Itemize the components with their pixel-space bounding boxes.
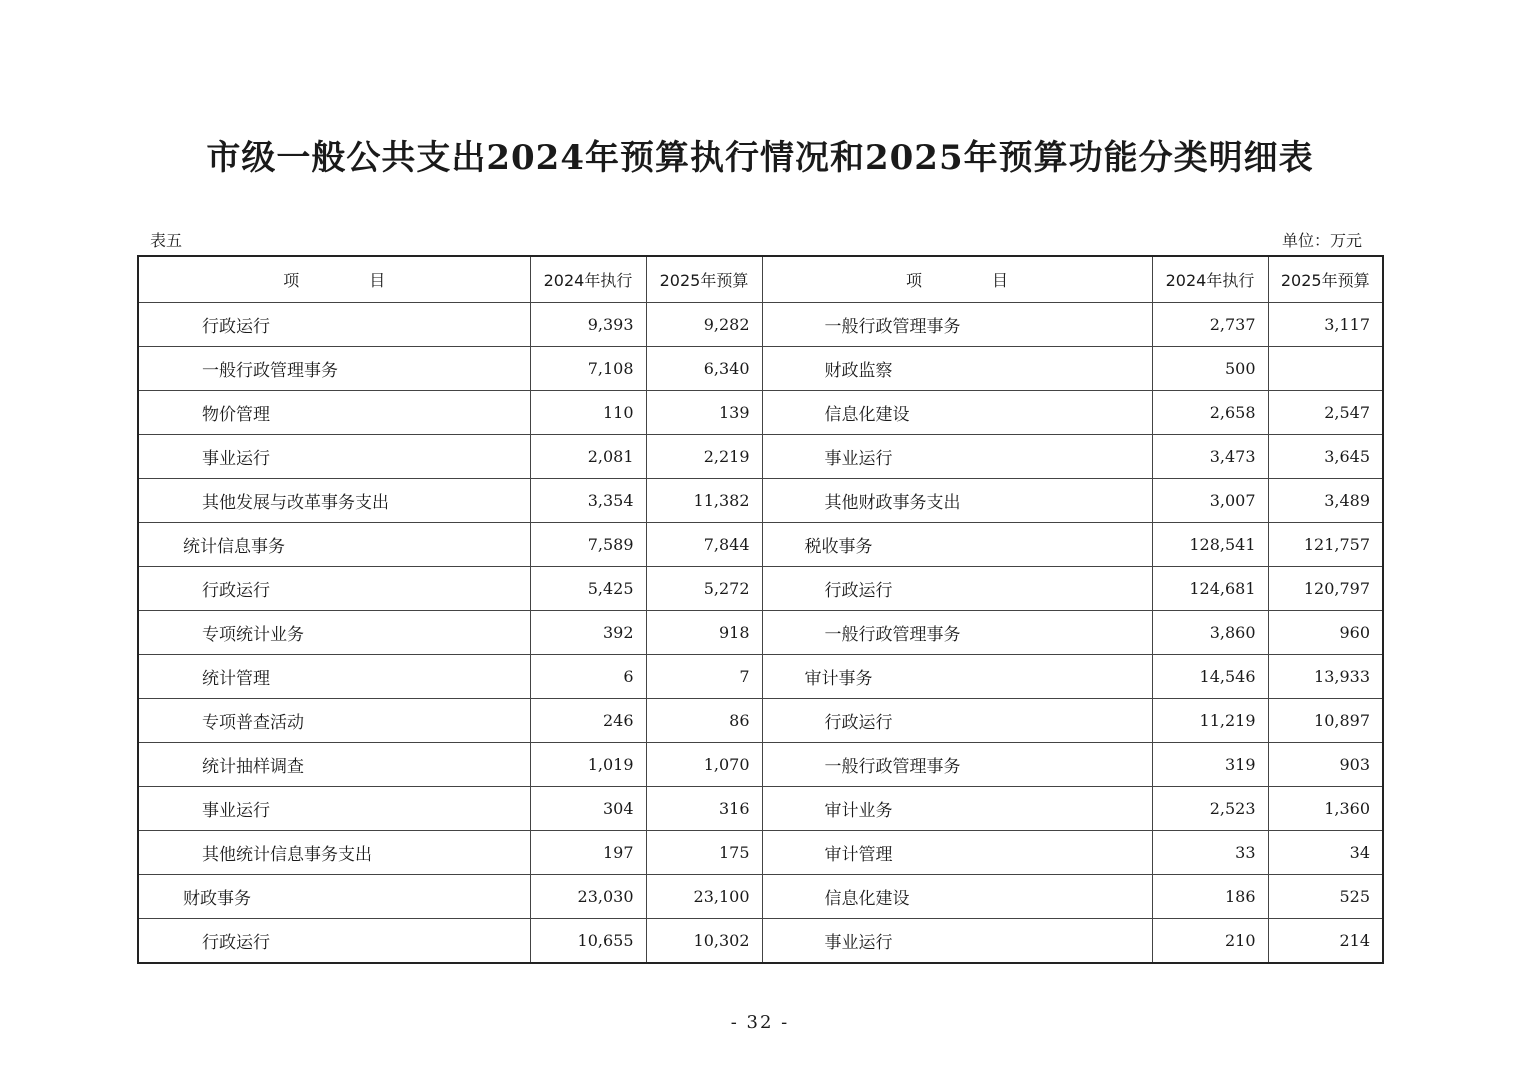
left-value-2024: 3,354 [530,479,646,523]
table-row [138,743,1383,787]
right-item-name: 一般行政管理事务 [762,743,1152,787]
left-item-name: 事业运行 [138,435,530,479]
left-value-2025: 918 [646,611,762,655]
left-item-name: 其他统计信息事务支出 [138,831,530,875]
table-row [138,523,1383,567]
right-value-2025: 960 [1268,611,1383,655]
right-value-2024: 3,007 [1152,479,1268,523]
left-item-name: 事业运行 [138,787,530,831]
page-title: 市级一般公共支出2024年预算执行情况和2025年预算功能分类明细表 [206,138,1314,178]
right-value-2024: 2,523 [1152,787,1268,831]
table-row [138,391,1383,435]
right-item-name: 行政运行 [762,567,1152,611]
left-item-name: 其他发展与改革事务支出 [138,479,530,523]
right-value-2024: 14,546 [1152,655,1268,699]
table-number: 表五 [150,231,183,250]
table-header-row [138,256,1383,303]
right-value-2025: 121,757 [1268,523,1383,567]
right-item-name: 其他财政事务支出 [762,479,1152,523]
right-value-2025: 3,117 [1268,303,1383,347]
right-value-2024: 128,541 [1152,523,1268,567]
left-value-2024: 7,589 [530,523,646,567]
right-value-2025: 214 [1268,919,1383,964]
table-row [138,479,1383,523]
table-row [138,347,1383,391]
table-row [138,919,1383,964]
table-row [138,435,1383,479]
right-item-name: 一般行政管理事务 [762,611,1152,655]
table-row [138,875,1383,919]
left-item-name: 统计管理 [138,655,530,699]
right-value-2025 [1268,347,1383,391]
right-item-name: 行政运行 [762,699,1152,743]
left-value-2025: 9,282 [646,303,762,347]
left-item-name: 统计抽样调查 [138,743,530,787]
left-item-name: 行政运行 [138,303,530,347]
left-item-name: 一般行政管理事务 [138,347,530,391]
header-2025-budget-left: 2025年预算 [646,256,762,303]
left-value-2024: 7,108 [530,347,646,391]
left-value-2025: 7 [646,655,762,699]
left-value-2025: 7,844 [646,523,762,567]
left-value-2024: 197 [530,831,646,875]
right-item-name: 税收事务 [762,523,1152,567]
left-value-2024: 5,425 [530,567,646,611]
right-item-name: 审计业务 [762,787,1152,831]
left-value-2025: 5,272 [646,567,762,611]
budget-table [137,255,1384,964]
header-2025-budget-right: 2025年预算 [1268,256,1383,303]
left-item-name: 财政事务 [138,875,530,919]
left-item-name: 行政运行 [138,919,530,964]
left-value-2024: 392 [530,611,646,655]
right-value-2024: 500 [1152,347,1268,391]
right-value-2024: 186 [1152,875,1268,919]
left-value-2025: 11,382 [646,479,762,523]
table-row [138,831,1383,875]
table-row [138,699,1383,743]
right-value-2024: 3,473 [1152,435,1268,479]
right-value-2024: 33 [1152,831,1268,875]
page-number: - 32 - [730,1012,790,1033]
left-value-2025: 139 [646,391,762,435]
unit-label: 单位：万元 [1281,231,1362,250]
table-row [138,567,1383,611]
left-value-2025: 175 [646,831,762,875]
right-value-2025: 10,897 [1268,699,1383,743]
left-item-name: 物价管理 [138,391,530,435]
right-value-2025: 13,933 [1268,655,1383,699]
header-2024-execution-right: 2024年执行 [1152,256,1268,303]
left-value-2024: 2,081 [530,435,646,479]
right-item-name: 审计管理 [762,831,1152,875]
left-value-2025: 2,219 [646,435,762,479]
right-value-2025: 34 [1268,831,1383,875]
right-item-name: 审计事务 [762,655,1152,699]
right-item-name: 信息化建设 [762,391,1152,435]
left-value-2025: 10,302 [646,919,762,964]
right-value-2024: 3,860 [1152,611,1268,655]
right-value-2024: 2,658 [1152,391,1268,435]
header-item-right: 项 目 [762,256,1152,303]
table-row [138,787,1383,831]
left-item-name: 行政运行 [138,567,530,611]
left-item-name: 统计信息事务 [138,523,530,567]
left-value-2024: 1,019 [530,743,646,787]
right-value-2025: 120,797 [1268,567,1383,611]
right-value-2025: 1,360 [1268,787,1383,831]
right-item-name: 财政监察 [762,347,1152,391]
right-value-2025: 3,645 [1268,435,1383,479]
left-value-2025: 23,100 [646,875,762,919]
right-value-2024: 210 [1152,919,1268,964]
right-value-2025: 525 [1268,875,1383,919]
left-value-2025: 1,070 [646,743,762,787]
right-item-name: 信息化建设 [762,875,1152,919]
left-value-2024: 304 [530,787,646,831]
left-value-2025: 316 [646,787,762,831]
right-value-2024: 2,737 [1152,303,1268,347]
left-value-2024: 10,655 [530,919,646,964]
left-value-2024: 246 [530,699,646,743]
right-item-name: 事业运行 [762,435,1152,479]
table-row [138,611,1383,655]
left-value-2024: 9,393 [530,303,646,347]
right-item-name: 事业运行 [762,919,1152,964]
header-2024-execution-left: 2024年执行 [530,256,646,303]
left-value-2025: 6,340 [646,347,762,391]
left-value-2024: 110 [530,391,646,435]
header-item-left: 项 目 [138,256,530,303]
left-value-2024: 6 [530,655,646,699]
left-item-name: 专项普查活动 [138,699,530,743]
left-value-2025: 86 [646,699,762,743]
right-value-2025: 903 [1268,743,1383,787]
right-value-2024: 11,219 [1152,699,1268,743]
table-body [138,303,1383,964]
left-item-name: 专项统计业务 [138,611,530,655]
right-value-2025: 3,489 [1268,479,1383,523]
table-row [138,655,1383,699]
left-value-2024: 23,030 [530,875,646,919]
table-row [138,303,1383,347]
right-item-name: 一般行政管理事务 [762,303,1152,347]
right-value-2024: 319 [1152,743,1268,787]
right-value-2024: 124,681 [1152,567,1268,611]
right-value-2025: 2,547 [1268,391,1383,435]
